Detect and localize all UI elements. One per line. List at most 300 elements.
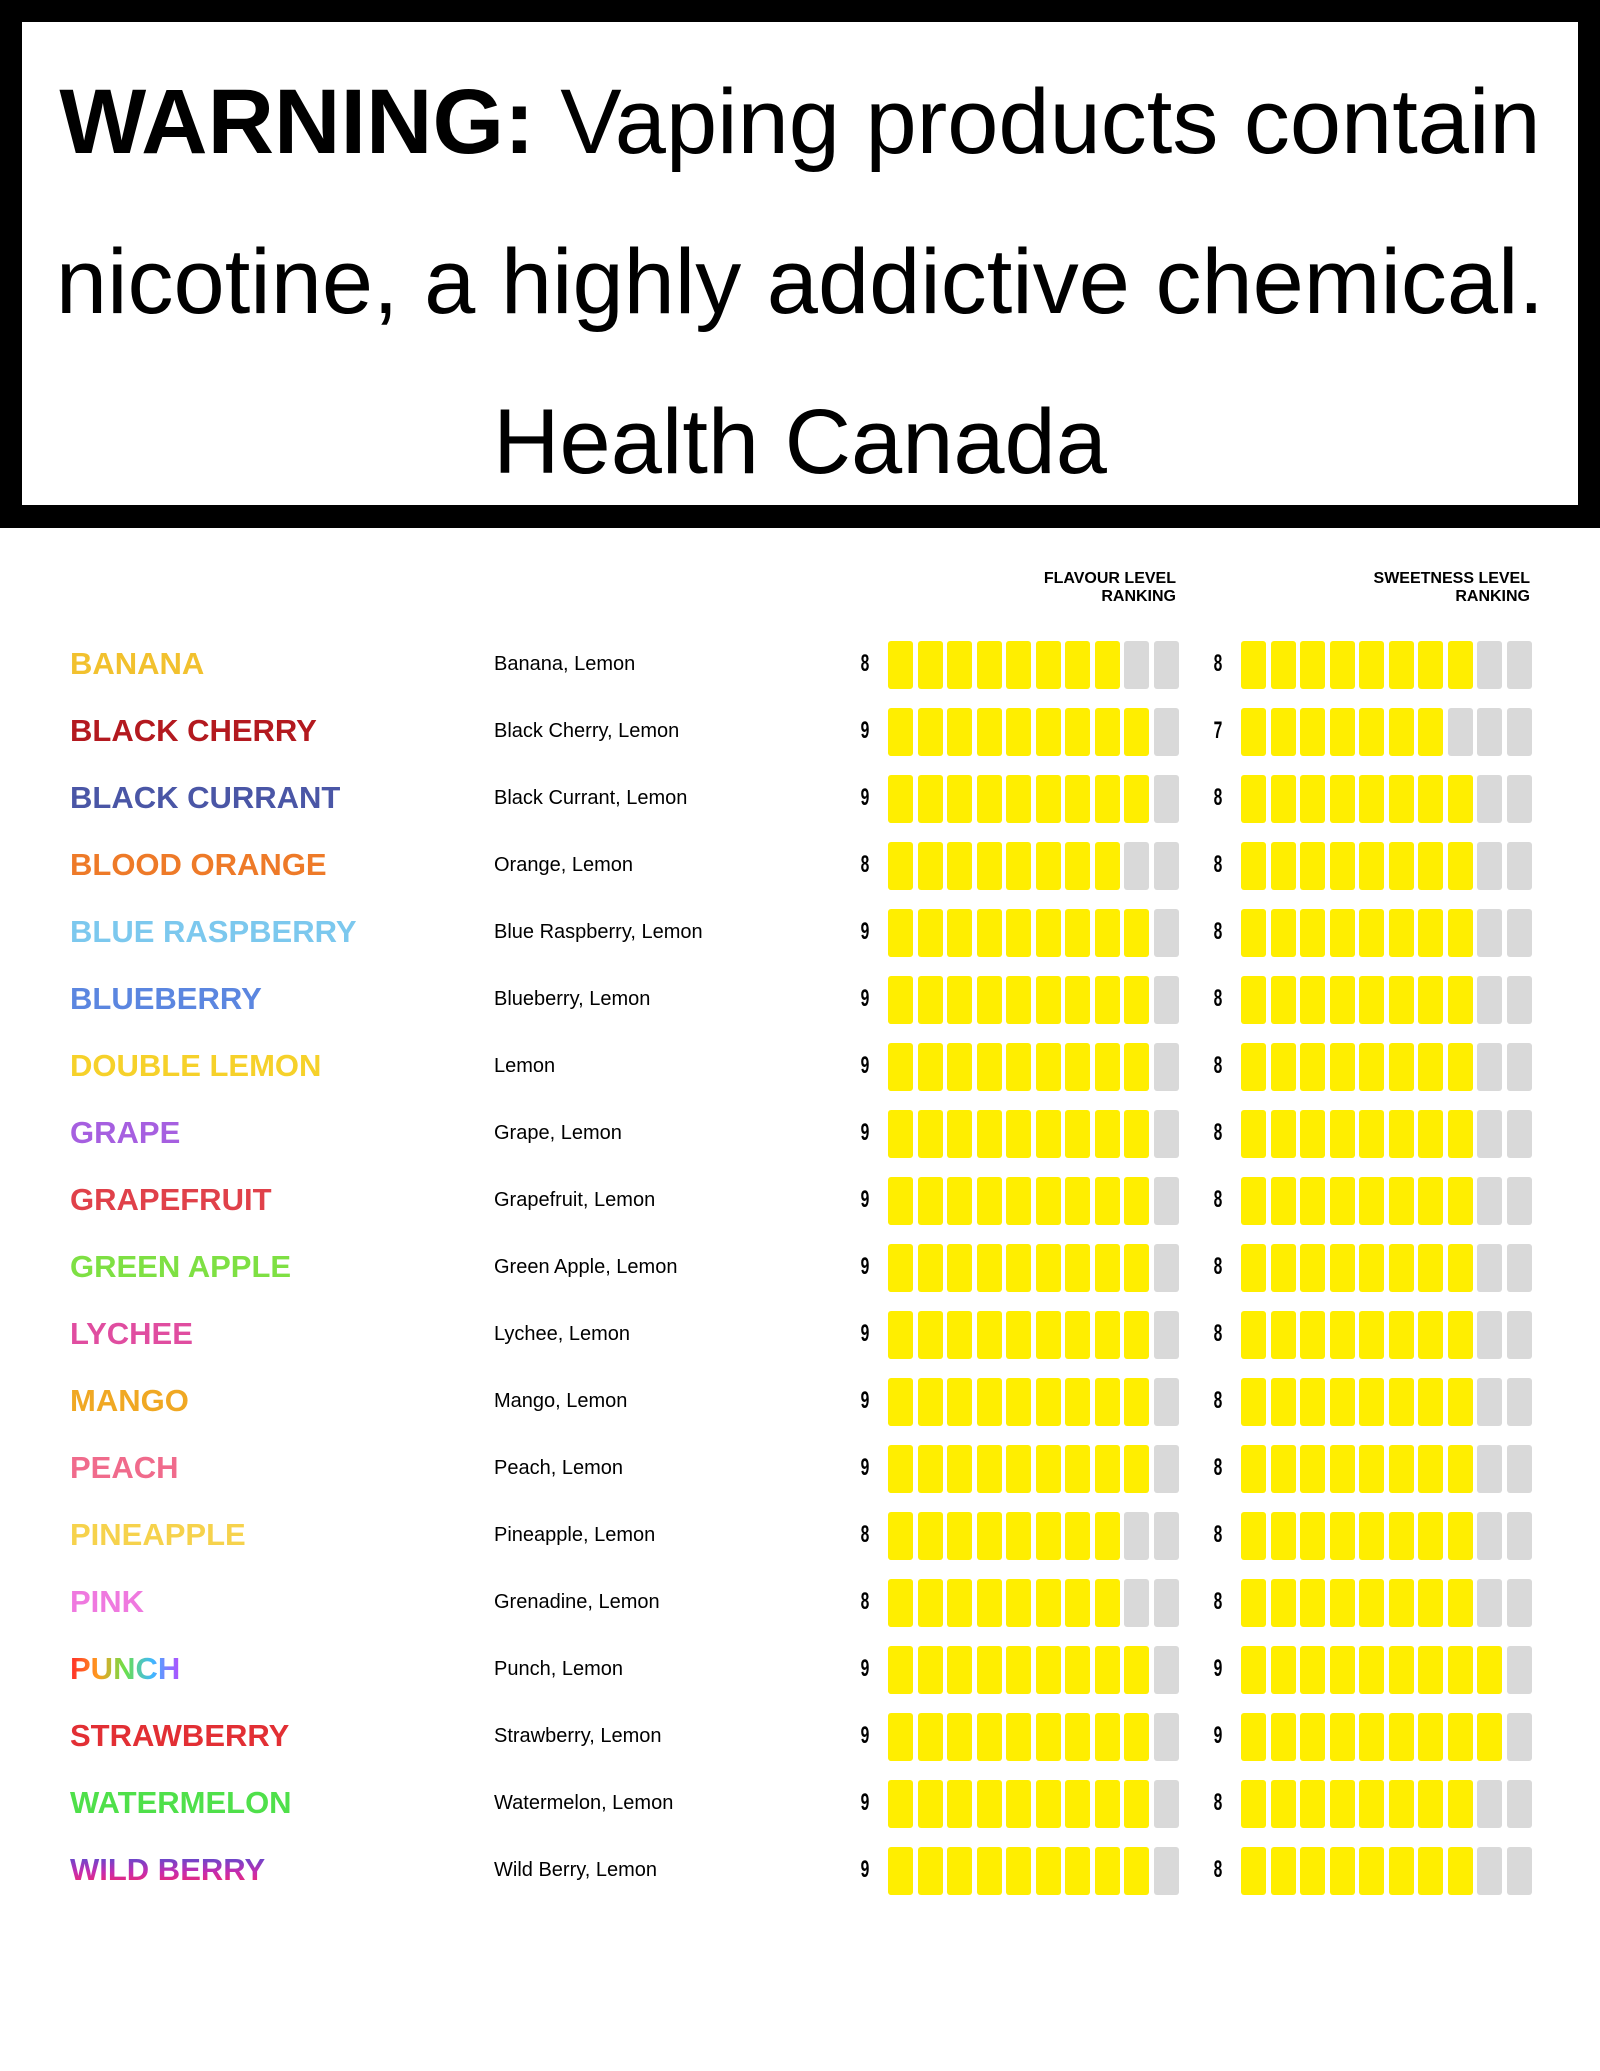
bar-segment-filled xyxy=(888,1579,913,1627)
bar-segment-filled xyxy=(1271,1646,1296,1694)
bar-segment-filled xyxy=(1036,1847,1061,1895)
flavour-name: BLUEBERRY xyxy=(70,981,262,1016)
bar-segment-filled xyxy=(1359,1646,1384,1694)
bar-segment-filled xyxy=(1300,1110,1325,1158)
bar-segment-filled xyxy=(918,909,943,957)
bar-segment-filled xyxy=(1418,708,1443,756)
flavour-score: 8 xyxy=(860,1521,870,1548)
bar-segment-empty xyxy=(1477,1043,1502,1091)
flavour-level-bar xyxy=(888,1512,1178,1560)
bar-segment-filled xyxy=(947,641,972,689)
bar-segment-filled xyxy=(1359,1780,1384,1828)
bar-segment-filled xyxy=(1271,1378,1296,1426)
bar-segment-filled xyxy=(1330,1244,1355,1292)
bar-segment-filled xyxy=(1241,1780,1266,1828)
bar-segment-filled xyxy=(1359,1847,1384,1895)
bar-segment-filled xyxy=(1359,1378,1384,1426)
bar-segment-filled xyxy=(947,909,972,957)
bar-segment-filled xyxy=(1448,1311,1473,1359)
table-row xyxy=(0,630,1600,697)
bar-segment-filled xyxy=(947,1110,972,1158)
bar-segment-filled xyxy=(977,1780,1002,1828)
warning-label: WARNING: xyxy=(59,71,535,173)
bar-segment-filled xyxy=(1006,1445,1031,1493)
flavour-name: GRAPE xyxy=(70,1115,181,1150)
bar-segment-filled xyxy=(1065,842,1090,890)
sweetness-score: 8 xyxy=(1213,1119,1223,1146)
bar-segment-filled xyxy=(1418,1579,1443,1627)
bar-segment-filled xyxy=(1271,1311,1296,1359)
flavour-name: BANANA xyxy=(70,646,205,681)
bar-segment-filled xyxy=(977,1847,1002,1895)
bar-segment-filled xyxy=(977,1579,1002,1627)
sweetness-level-bar xyxy=(1241,1847,1531,1895)
bar-segment-filled xyxy=(1271,641,1296,689)
bar-segment-empty xyxy=(1507,1177,1532,1225)
bar-segment-filled xyxy=(1036,1579,1061,1627)
bar-segment-filled xyxy=(1389,641,1414,689)
bar-segment-filled xyxy=(1241,1110,1266,1158)
bar-segment-filled xyxy=(1418,1244,1443,1292)
bar-segment-filled xyxy=(888,708,913,756)
bar-segment-filled xyxy=(1065,976,1090,1024)
bar-segment-filled xyxy=(1006,708,1031,756)
bar-segment-filled xyxy=(1300,1713,1325,1761)
bar-segment-filled xyxy=(1006,842,1031,890)
flavour-score: 8 xyxy=(860,851,870,878)
bar-segment-filled xyxy=(1300,641,1325,689)
bar-segment-empty xyxy=(1477,1780,1502,1828)
bar-segment-filled xyxy=(947,1512,972,1560)
bar-segment-filled xyxy=(1418,909,1443,957)
bar-segment-filled xyxy=(1330,775,1355,823)
bar-segment-filled xyxy=(1271,1847,1296,1895)
bar-segment-empty xyxy=(1507,1646,1532,1694)
bar-segment-empty xyxy=(1507,641,1532,689)
bar-segment-filled xyxy=(1006,1311,1031,1359)
bar-segment-filled xyxy=(1330,1311,1355,1359)
sweetness-score: 8 xyxy=(1213,1387,1223,1414)
bar-segment-filled xyxy=(1448,1780,1473,1828)
bar-segment-filled xyxy=(1300,1445,1325,1493)
bar-segment-filled xyxy=(1359,641,1384,689)
bar-segment-empty xyxy=(1507,1713,1532,1761)
sweetness-level-bar xyxy=(1241,1780,1531,1828)
bar-segment-filled xyxy=(1065,1847,1090,1895)
flavour-score: 9 xyxy=(860,717,870,744)
bar-segment-filled xyxy=(1389,1646,1414,1694)
bar-segment-filled xyxy=(1389,775,1414,823)
bar-segment-empty xyxy=(1477,1311,1502,1359)
bar-segment-filled xyxy=(1389,909,1414,957)
flavour-level-header xyxy=(960,570,1176,606)
bar-segment-filled xyxy=(977,1177,1002,1225)
bar-segment-filled xyxy=(1241,708,1266,756)
bar-segment-filled xyxy=(1124,1311,1149,1359)
bar-segment-empty xyxy=(1477,842,1502,890)
bar-segment-filled xyxy=(1006,1847,1031,1895)
bar-segment-filled xyxy=(888,1713,913,1761)
bar-segment-filled xyxy=(918,1244,943,1292)
bar-segment-empty xyxy=(1507,775,1532,823)
ingredients: Blueberry, Lemon xyxy=(494,988,651,1010)
table-row xyxy=(0,1367,1600,1434)
bar-segment-filled xyxy=(1124,1780,1149,1828)
bar-segment-filled xyxy=(1124,1445,1149,1493)
bar-segment-filled xyxy=(1241,842,1266,890)
bar-segment-filled xyxy=(1095,1110,1120,1158)
bar-segment-filled xyxy=(888,976,913,1024)
flavour-level-bar xyxy=(888,976,1178,1024)
sweetness-level-bar xyxy=(1241,1311,1531,1359)
bar-segment-filled xyxy=(1241,1445,1266,1493)
bar-segment-filled xyxy=(947,708,972,756)
flavour-score: 9 xyxy=(860,1454,870,1481)
bar-segment-filled xyxy=(1095,1177,1120,1225)
sweetness-level-header xyxy=(1310,570,1530,606)
bar-segment-filled xyxy=(1095,1311,1120,1359)
bar-segment-filled xyxy=(888,1646,913,1694)
bar-segment-filled xyxy=(1330,1713,1355,1761)
bar-segment-filled xyxy=(977,1445,1002,1493)
flavour-score: 9 xyxy=(860,1186,870,1213)
bar-segment-filled xyxy=(1095,641,1120,689)
ingredients: Black Cherry, Lemon xyxy=(494,720,680,742)
bar-segment-empty xyxy=(1154,1110,1179,1158)
bar-segment-filled xyxy=(947,1713,972,1761)
bar-segment-filled xyxy=(1271,976,1296,1024)
bar-segment-filled xyxy=(1241,1311,1266,1359)
bar-segment-filled xyxy=(888,1512,913,1560)
bar-segment-filled xyxy=(1271,1512,1296,1560)
bar-segment-filled xyxy=(918,842,943,890)
bar-segment-filled xyxy=(1448,1244,1473,1292)
bar-segment-filled xyxy=(1448,641,1473,689)
bar-segment-filled xyxy=(1359,1244,1384,1292)
bar-segment-filled xyxy=(1330,1579,1355,1627)
bar-segment-filled xyxy=(1065,1244,1090,1292)
bar-segment-filled xyxy=(977,1110,1002,1158)
bar-segment-filled xyxy=(1418,842,1443,890)
bar-segment-filled xyxy=(1389,1110,1414,1158)
bar-segment-filled xyxy=(1065,708,1090,756)
bar-segment-filled xyxy=(1241,1378,1266,1426)
bar-segment-filled xyxy=(1300,708,1325,756)
warning-text-1: Vaping products contain xyxy=(560,71,1541,173)
flavour-name: WATERMELON xyxy=(70,1785,292,1820)
bar-segment-filled xyxy=(918,1646,943,1694)
bar-segment-filled xyxy=(1418,1713,1443,1761)
flavour-name: WILD BERRY xyxy=(70,1852,266,1887)
bar-segment-filled xyxy=(1271,1043,1296,1091)
bar-segment-filled xyxy=(1036,1378,1061,1426)
bar-segment-filled xyxy=(1389,976,1414,1024)
bar-segment-filled xyxy=(947,1847,972,1895)
bar-segment-filled xyxy=(1124,976,1149,1024)
bar-segment-filled xyxy=(977,976,1002,1024)
sweetness-level-bar xyxy=(1241,1646,1531,1694)
bar-segment-filled xyxy=(888,1847,913,1895)
bar-segment-empty xyxy=(1154,1445,1179,1493)
bar-segment-empty xyxy=(1154,775,1179,823)
bar-segment-filled xyxy=(888,1780,913,1828)
bar-segment-filled xyxy=(918,1780,943,1828)
flavour-score: 9 xyxy=(860,1655,870,1682)
bar-segment-empty xyxy=(1477,1177,1502,1225)
bar-segment-filled xyxy=(1389,1311,1414,1359)
bar-segment-filled xyxy=(1359,909,1384,957)
flavour-level-bar xyxy=(888,708,1178,756)
bar-segment-filled xyxy=(947,1043,972,1091)
bar-segment-filled xyxy=(1359,1110,1384,1158)
bar-segment-filled xyxy=(1330,909,1355,957)
bar-segment-filled xyxy=(1065,909,1090,957)
bar-segment-filled xyxy=(1065,1780,1090,1828)
ingredients: Banana, Lemon xyxy=(494,653,636,675)
bar-segment-filled xyxy=(1241,1579,1266,1627)
bar-segment-empty xyxy=(1507,1110,1532,1158)
bar-segment-filled xyxy=(1124,775,1149,823)
table-row xyxy=(0,1568,1600,1635)
bar-segment-filled xyxy=(1241,1646,1266,1694)
bar-segment-filled xyxy=(1448,1445,1473,1493)
bar-segment-filled xyxy=(1006,1177,1031,1225)
bar-segment-filled xyxy=(1271,1177,1296,1225)
bar-segment-empty xyxy=(1154,1713,1179,1761)
table-row xyxy=(0,1099,1600,1166)
sweetness-level-bar xyxy=(1241,842,1531,890)
flavour-score: 9 xyxy=(860,1789,870,1816)
flavour-level-bar xyxy=(888,909,1178,957)
ingredients: Blue Raspberry, Lemon xyxy=(494,921,703,943)
sweetness-score: 8 xyxy=(1213,1253,1223,1280)
bar-segment-empty xyxy=(1507,708,1532,756)
bar-segment-filled xyxy=(1095,1579,1120,1627)
bar-segment-filled xyxy=(1124,1847,1149,1895)
flavour-score: 8 xyxy=(860,1588,870,1615)
flavour-level-bar xyxy=(888,1780,1178,1828)
bar-segment-filled xyxy=(947,1378,972,1426)
bar-segment-filled xyxy=(1036,1244,1061,1292)
flavour-header-line-1: FLAVOUR LEVEL xyxy=(1043,570,1176,587)
bar-segment-empty xyxy=(1154,1579,1179,1627)
bar-segment-filled xyxy=(1330,976,1355,1024)
flavour-name: PUNCH xyxy=(70,1651,181,1686)
bar-segment-filled xyxy=(918,1713,943,1761)
sweetness-level-bar xyxy=(1241,1512,1531,1560)
flavour-level-bar xyxy=(888,775,1178,823)
flavour-score: 9 xyxy=(860,1387,870,1414)
bar-segment-filled xyxy=(1448,1177,1473,1225)
sweetness-score: 8 xyxy=(1213,784,1223,811)
bar-segment-empty xyxy=(1477,708,1502,756)
table-row xyxy=(0,1501,1600,1568)
bar-segment-empty xyxy=(1507,842,1532,890)
sweetness-score: 8 xyxy=(1213,1789,1223,1816)
ingredients: Lemon xyxy=(494,1055,556,1077)
bar-segment-filled xyxy=(1300,1512,1325,1560)
bar-segment-filled xyxy=(1418,1043,1443,1091)
bar-segment-empty xyxy=(1477,1579,1502,1627)
sweetness-score: 9 xyxy=(1213,1655,1223,1682)
bar-segment-filled xyxy=(1006,976,1031,1024)
table-row xyxy=(0,1836,1600,1903)
bar-segment-filled xyxy=(1271,1780,1296,1828)
bar-segment-filled xyxy=(918,708,943,756)
warning-banner xyxy=(0,0,1600,528)
bar-segment-filled xyxy=(947,1244,972,1292)
bar-segment-filled xyxy=(1241,1244,1266,1292)
bar-segment-filled xyxy=(1036,976,1061,1024)
bar-segment-filled xyxy=(1271,1579,1296,1627)
sweetness-score: 8 xyxy=(1213,1454,1223,1481)
bar-segment-filled xyxy=(1359,1043,1384,1091)
bar-segment-filled xyxy=(1095,1244,1120,1292)
flavour-level-bar xyxy=(888,641,1178,689)
bar-segment-filled xyxy=(1124,1378,1149,1426)
bar-segment-filled xyxy=(1418,1110,1443,1158)
bar-segment-filled xyxy=(1389,1445,1414,1493)
bar-segment-filled xyxy=(947,775,972,823)
bar-segment-filled xyxy=(1300,976,1325,1024)
bar-segment-filled xyxy=(1124,708,1149,756)
bar-segment-filled xyxy=(1095,1713,1120,1761)
flavour-level-bar xyxy=(888,1445,1178,1493)
table-row xyxy=(0,1233,1600,1300)
bar-segment-filled xyxy=(1330,1043,1355,1091)
bar-segment-filled xyxy=(1065,1378,1090,1426)
bar-segment-empty xyxy=(1477,775,1502,823)
bar-segment-filled xyxy=(1448,976,1473,1024)
bar-segment-filled xyxy=(1300,1043,1325,1091)
bar-segment-filled xyxy=(1359,1512,1384,1560)
bar-segment-filled xyxy=(1389,1512,1414,1560)
flavour-level-bar xyxy=(888,842,1178,890)
bar-segment-filled xyxy=(1241,1177,1266,1225)
bar-segment-filled xyxy=(1271,842,1296,890)
bar-segment-filled xyxy=(1448,1512,1473,1560)
bar-segment-filled xyxy=(977,641,1002,689)
bar-segment-filled xyxy=(888,1177,913,1225)
bar-segment-filled xyxy=(1300,1847,1325,1895)
bar-segment-filled xyxy=(1006,1780,1031,1828)
bar-segment-empty xyxy=(1477,1847,1502,1895)
bar-segment-filled xyxy=(1389,1244,1414,1292)
sweetness-level-bar xyxy=(1241,1110,1531,1158)
table-row xyxy=(0,965,1600,1032)
bar-segment-filled xyxy=(1300,775,1325,823)
bar-segment-empty xyxy=(1507,1847,1532,1895)
bar-segment-filled xyxy=(1418,1311,1443,1359)
bar-segment-filled xyxy=(888,909,913,957)
ingredients: Grapefruit, Lemon xyxy=(494,1189,656,1211)
bar-segment-filled xyxy=(1271,1445,1296,1493)
flavour-name: BLUE RASPBERRY xyxy=(70,914,357,949)
flavour-name: BLACK CHERRY xyxy=(70,713,317,748)
bar-segment-filled xyxy=(1065,1713,1090,1761)
bar-segment-filled xyxy=(1359,1713,1384,1761)
bar-segment-filled xyxy=(1095,1780,1120,1828)
sweetness-score: 9 xyxy=(1213,1722,1223,1749)
bar-segment-empty xyxy=(1448,708,1473,756)
flavour-name: BLOOD ORANGE xyxy=(70,847,327,882)
bar-segment-filled xyxy=(1330,1646,1355,1694)
bar-segment-filled xyxy=(1124,909,1149,957)
bar-segment-filled xyxy=(888,842,913,890)
bar-segment-filled xyxy=(1330,641,1355,689)
table-row xyxy=(0,697,1600,764)
bar-segment-filled xyxy=(947,842,972,890)
bar-segment-filled xyxy=(977,775,1002,823)
bar-segment-filled xyxy=(1006,1378,1031,1426)
warning-source: Health Canada xyxy=(493,391,1107,493)
bar-segment-filled xyxy=(977,708,1002,756)
bar-segment-filled xyxy=(1389,1847,1414,1895)
bar-segment-filled xyxy=(888,1445,913,1493)
flavour-score: 9 xyxy=(860,1856,870,1883)
table-row xyxy=(0,764,1600,831)
bar-segment-filled xyxy=(888,1110,913,1158)
table-row xyxy=(0,1300,1600,1367)
ingredients: Green Apple, Lemon xyxy=(494,1256,678,1278)
bar-segment-filled xyxy=(1036,1780,1061,1828)
bar-segment-filled xyxy=(1389,1043,1414,1091)
bar-segment-filled xyxy=(977,1311,1002,1359)
bar-segment-empty xyxy=(1507,1311,1532,1359)
bar-segment-empty xyxy=(1507,1445,1532,1493)
bar-segment-filled xyxy=(1006,641,1031,689)
table-row xyxy=(0,1769,1600,1836)
bar-segment-filled xyxy=(1418,775,1443,823)
flavour-name: PINK xyxy=(70,1584,145,1619)
table-row xyxy=(0,1702,1600,1769)
bar-segment-filled xyxy=(1271,1244,1296,1292)
bar-segment-filled xyxy=(1271,1713,1296,1761)
bar-segment-filled xyxy=(1006,909,1031,957)
warning-line-1 xyxy=(22,72,1578,172)
bar-segment-filled xyxy=(1418,1177,1443,1225)
flavour-level-bar xyxy=(888,1847,1178,1895)
bar-segment-filled xyxy=(1418,1378,1443,1426)
bar-segment-filled xyxy=(1095,1646,1120,1694)
bar-segment-filled xyxy=(1065,1646,1090,1694)
bar-segment-empty xyxy=(1154,976,1179,1024)
bar-segment-empty xyxy=(1154,842,1179,890)
sweetness-score: 8 xyxy=(1213,918,1223,945)
bar-segment-filled xyxy=(1036,1512,1061,1560)
sweetness-header-line-1: SWEETNESS LEVEL xyxy=(1373,570,1530,587)
bar-segment-filled xyxy=(1124,1244,1149,1292)
bar-segment-filled xyxy=(1095,1378,1120,1426)
bar-segment-filled xyxy=(1124,1713,1149,1761)
table-row xyxy=(0,1032,1600,1099)
bar-segment-empty xyxy=(1477,1512,1502,1560)
bar-segment-filled xyxy=(977,1646,1002,1694)
bar-segment-empty xyxy=(1477,641,1502,689)
bar-segment-filled xyxy=(947,1646,972,1694)
warning-line-2: nicotine, a highly addictive chemical. xyxy=(55,231,1545,333)
bar-segment-empty xyxy=(1507,909,1532,957)
bar-segment-filled xyxy=(1241,1713,1266,1761)
sweetness-level-bar xyxy=(1241,909,1531,957)
bar-segment-filled xyxy=(1006,1646,1031,1694)
bar-segment-filled xyxy=(977,1244,1002,1292)
bar-segment-filled xyxy=(918,1847,943,1895)
bar-segment-filled xyxy=(1330,1512,1355,1560)
flavour-name: GREEN APPLE xyxy=(70,1249,292,1284)
bar-segment-filled xyxy=(1095,775,1120,823)
bar-segment-filled xyxy=(1006,1110,1031,1158)
